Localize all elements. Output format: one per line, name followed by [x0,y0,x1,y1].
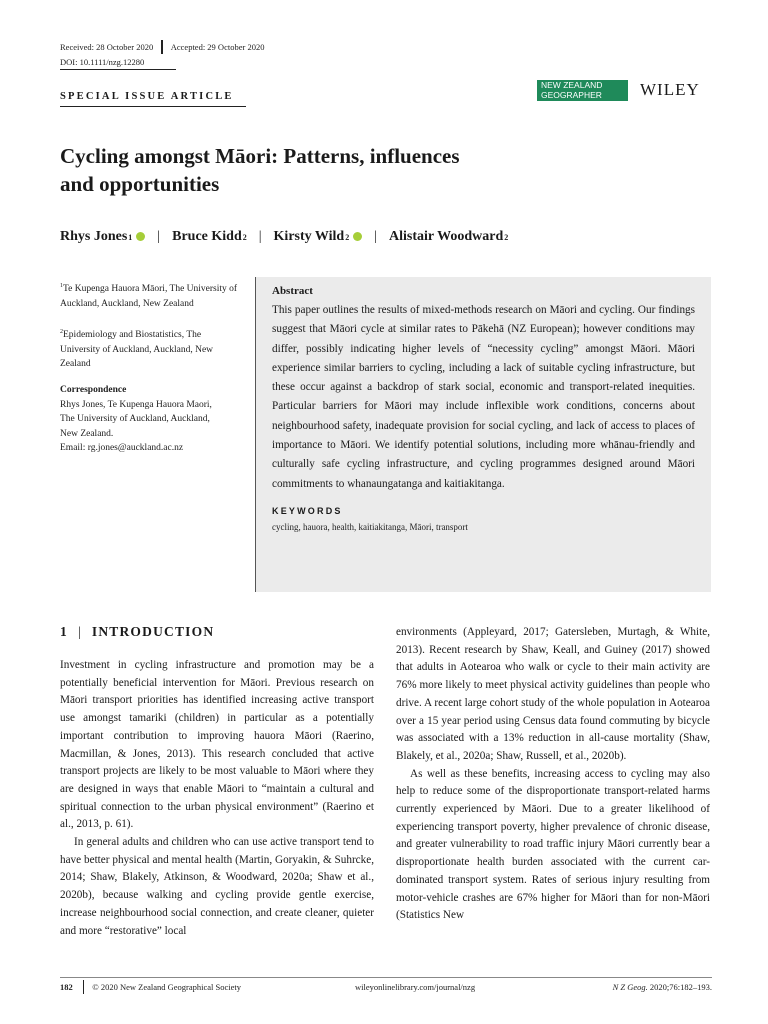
correspondence-line: Rhys Jones, Te Kupenga Hauora Maori, [60,399,212,410]
author-name[interactable]: Rhys Jones [60,229,128,244]
section-separator: | [77,624,82,639]
journal-logo-line2: GEOGRAPHER [541,89,602,100]
affiliation-text: Epidemiology and Biostatistics, The University of Auckland, Auckland, New Zealand [60,330,214,370]
article-type-rule [60,106,246,107]
affiliation-text: Te Kupenga Hauora Māori, The University of Auckland, Auckland, New Zealand [60,284,238,309]
article-type: SPECIAL ISSUE ARTICLE [60,91,234,102]
affiliation-sup: 1 [60,283,63,289]
article-title [60,142,580,198]
correspondence-line: The University of Auckland, Auckland, [60,414,210,424]
author-separator: | [157,229,161,244]
correspondence-line: New Zealand. [60,428,114,439]
author-affil-sup: 2 [504,232,509,242]
doi[interactable]: DOI: 10.1111/nzg.12280 [60,57,145,67]
abstract-box [255,277,711,592]
body-paragraph: Investment in cycling infrastructure and promotion may be a potentially beneficial intervention for Māori. Previous research on Māori transport priorities has identified increasing active transport use amongst tamariki (children) in particular as a potentially important contribution to improving hauora Māori (Raerino, Macmillan, & Jones, 2013). This research concluded that active transport projects are likely to be most valuable to Māori where they are designed in ways that enable Māori to “maintain a cultural and spiritual connection to the urban physical environment” (Raerino et al., 2013, p. 61). [60,659,374,831]
accepted-date: Accepted: 29 October 2020 [170,42,265,52]
body-paragraph: In general adults and children who can use active transport tend to have better physical and mental health (Martin, Goryakin, & Suhrcke, 2014; Shaw, Blakely, Atkinson, & Woodward, 2020a; Shaw et al., 2020b), because walking and cycling provide gentle exercise, increase neighbourhood social connection, and create cleaner, quieter and more “restorative” local [60,836,374,937]
article-dates [60,40,264,54]
keywords-list: cycling, hauora, health, kaitiakitanga, Māori, transport [272,521,468,532]
affiliation-2 [60,325,240,372]
citation [613,982,712,992]
author-affil-sup: 2 [345,232,350,242]
title-line-2: and opportunities [60,172,220,196]
publisher-logo[interactable]: WILEY [640,80,700,99]
author-list [60,229,508,245]
affiliation-1 [60,279,240,311]
abstract-text: This paper outlines the results of mixed-methods research on Māori and cycling. Our findings suggest that Māori cycle at similar rates to Pākehā (NZ European); however conditions may differ, possibly indicating higher levels of “necessity cycling” amongst Māori. Māori experience similar barriers to cycling, including a lack of suitable cycling infrastructure, but these occur against a backdrop of stark social, economic and transport-related inequities. Particular barriers for Māori may include inflexible work conditions, concerns about neighbourhood safety, inadequate provision for social cycling, and lack of access to places of importance to Māori. We identify potential solutions, including more whānau-friendly and culturally safe cycling infrastructure, and cycling programmes designed around Māori commitments to whanaungatanga and kaitiakitanga. [272,304,695,490]
body-column-left [60,657,374,940]
citation-volume: 2020;76:182–193. [647,982,712,992]
page-footer [60,980,712,994]
author-name[interactable]: Kirsty Wild [273,229,345,244]
title-line-1: Cycling amongst Māori: Patterns, influences [60,144,460,168]
author-affil-sup: 2 [242,232,247,242]
correspondence-email[interactable]: Email: rg.jones@auckland.ac.nz [60,443,184,453]
footer-separator [83,980,85,994]
section-title: INTRODUCTION [91,624,215,639]
author-name[interactable]: Bruce Kidd [172,229,242,244]
author-separator: | [258,229,262,244]
journal-logo-line1: NEW ZEALAND [541,80,603,90]
author-name[interactable]: Alistair Woodward [389,229,504,244]
citation-journal: N Z Geog. [612,982,648,992]
orcid-icon[interactable] [353,232,362,241]
footer-rule [60,977,712,978]
section-heading [60,624,214,640]
orcid-icon[interactable] [136,232,145,241]
body-column-right [396,624,710,925]
journal-logo[interactable] [537,80,628,101]
received-date: Received: 28 October 2020 [60,42,154,52]
correspondence [60,383,240,456]
section-number: 1 [60,624,68,639]
body-paragraph: environments (Appleyard, 2017; Gatersleben, Murtagh, & White, 2013). Recent research by Shaw, Keall, and Guiney (2017) showed that adults in Aotearoa who walk or cycle to their main activity are 76% more likely to meet physical activity guidelines than people who drive. A recent large cohort study of the whole population in Aotearoa over a 15 year period using Census data found commuting by bicycle was associated with a 13% reduction in all-cause mortality (Shaw, Blakely, et al., 2020a; Shaw, Russell, et al., 2020b). [396,626,710,762]
author-separator: | [374,229,378,244]
journal-url[interactable]: wileyonlinelibrary.com/journal/nzg [355,982,476,992]
abstract-heading: Abstract [272,285,313,297]
keywords-heading: KEYWORDS [272,505,343,516]
header-rule [60,69,176,70]
date-separator [161,40,163,54]
page-number: 182 [60,982,73,992]
affiliation-sup: 2 [60,329,63,335]
author-affil-sup: 1 [128,232,133,242]
correspondence-label: Correspondence [60,385,127,395]
copyright: © 2020 New Zealand Geographical Society [92,982,242,992]
body-paragraph: As well as these benefits, increasing access to cycling may also help to reduce some of the disproportionate transport-related harms currently experienced by Māori. Due to a greater likelihood of experiencing transport poverty, higher prevalence of chronic disease, and greater vulnerability to road traffic injury Māori currently bear a disproportionate health burden associated with the current car-dominated transport system. Rates of serious injury resulting from motor-vehicle crashes are 67% higher for Māori than for non-Māori (Statistics New [396,767,710,922]
